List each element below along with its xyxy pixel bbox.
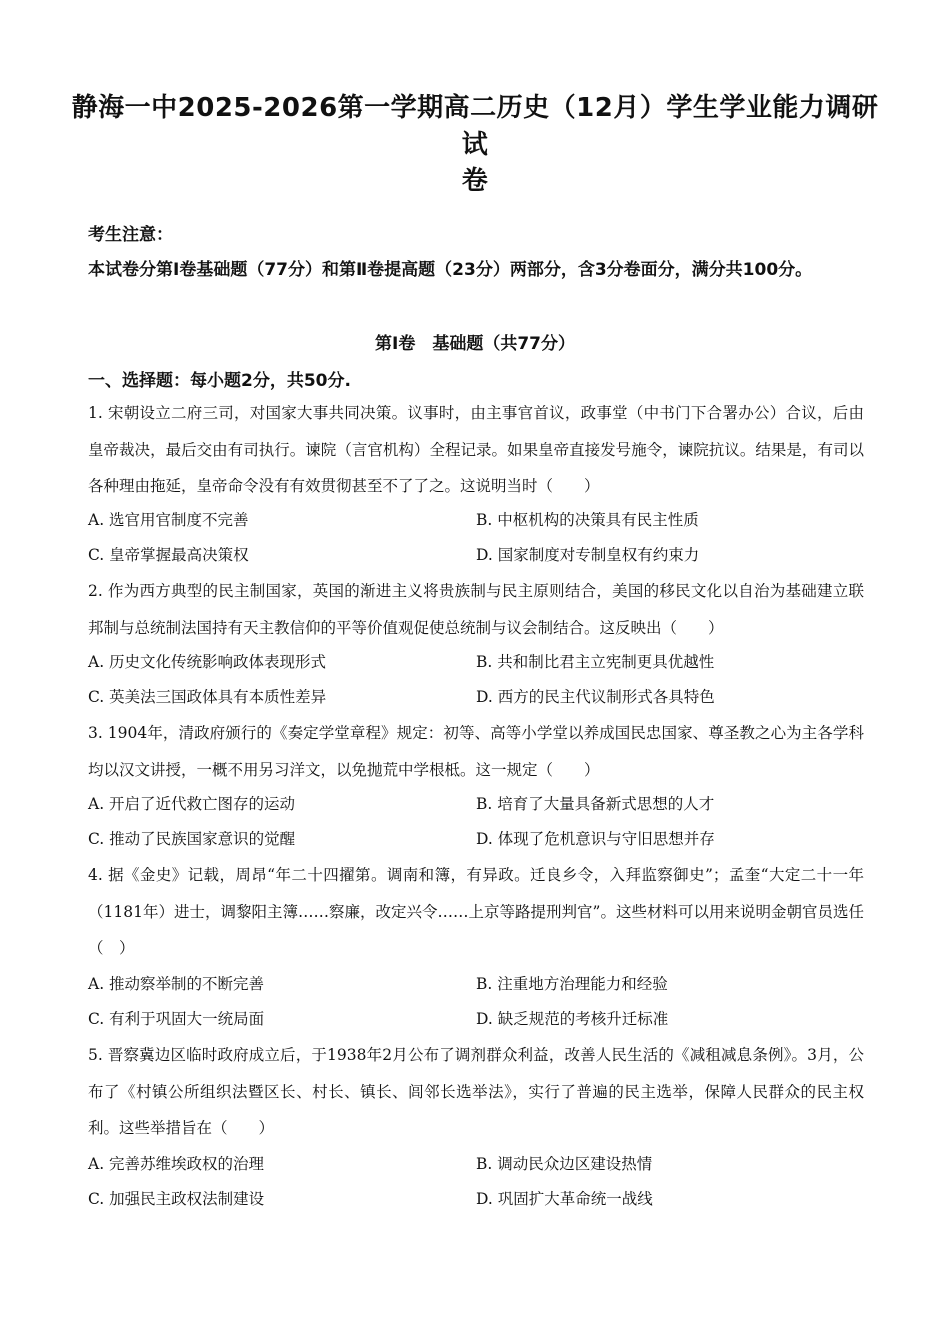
question-4-option-a: A. 推动察举制的不断完善 [88,975,265,993]
question-2-option-a: A. 历史文化传统影响政体表现形式 [88,653,327,671]
part1-title: 第Ⅰ卷 基础题（共77分） [375,334,575,354]
question-5-option-a: A. 完善苏维埃政权的治理 [88,1155,265,1173]
question-1-option-b: B. 中枢机构的决策具有民主性质 [476,511,699,529]
question-1-stem: 1. 宋朝设立二府三司，对国家大事共同决策。议事时，由主事官首议，政事堂（中书门下合署办公）合议，后由皇帝裁决，最后交由有司执行。谏院（言官机构）全程记录。如果皇帝直接发号施令，谏院抗议。结果是，有司以各种理由拖延，皇帝命令没有有效贯彻甚至不了了之。这说明当时（ ） [88,404,864,495]
question-5-option-c: C. 加强民主政权法制建设 [88,1190,265,1208]
question-2-stem: 2. 作为西方典型的民主制国家，英国的渐进主义将贵族制与民主原则结合，美国的移民文化以自治为基础建立联邦制与总统制法国持有天主教信仰的平等价值观促使总统制与议会制结合。这反映出（ ） [88,582,864,637]
exam-title-line1: 静海一中2025-2026第一学期高二历史（12月）学生学业能力调研试 [71,93,879,160]
question-1-option-d: D. 国家制度对专制皇权有约束力 [476,546,700,564]
question-3-option-a: A. 开启了近代救亡图存的运动 [88,795,296,813]
question-3-stem: 3. 1904年，清政府颁行的《奏定学堂章程》规定：初等、高等小学堂以养成国民忠国家、尊圣教之心为主各学科均以汉文讲授，一概不用另习洋文，以免抛荒中学根柢。这一规定（ ） [88,724,864,779]
question-5-option-b: B. 调动民众边区建设热情 [476,1155,653,1173]
question-1-option-a: A. 选官用官制度不完善 [88,511,249,529]
exam-title-line2: 卷 [461,166,489,196]
question-4-option-d: D. 缺乏规范的考核升迁标准 [476,1010,669,1028]
question-2-option-d: D. 西方的民主代议制形式各具特色 [476,688,715,706]
question-5-stem: 5. 晋察冀边区临时政府成立后，于1938年2月公布了调剂群众利益，改善人民生活的《减租减息条例》。3月，公布了《村镇公所组织法暨区长、村长、镇长、闾邻长选举法》，实行了普遍的民主选举，保障人民群众的民主权利。这些举措旨在（ ） [88,1046,864,1137]
question-3-option-d: D. 体现了危机意识与守旧思想并存 [476,830,715,848]
question-1-option-c: C. 皇帝掌握最高决策权 [88,546,249,564]
question-3-option-c: C. 推动了民族国家意识的觉醒 [88,830,296,848]
question-4-option-c: C. 有利于巩固大一统局面 [88,1010,265,1028]
question-2-option-b: B. 共和制比君主立宪制更具优越性 [476,653,715,671]
notice-text: 本试卷分第Ⅰ卷基础题（77分）和第Ⅱ卷提高题（23分）两部分，含3分卷面分，满分共100分。 [88,260,813,280]
question-2-option-c: C. 英美法三国政体具有本质性差异 [88,688,327,706]
question-3-option-b: B. 培育了大量具备新式思想的人才 [476,795,715,813]
notice-heading: 考生注意： [88,225,173,245]
section1-title: 一、选择题：每小题2分，共50分. [88,371,351,391]
question-5-option-d: D. 巩固扩大革命统一战线 [476,1190,653,1208]
question-4-stem: 4. 据《金史》记载，周昂“年二十四擢第。调南和簿，有异政。迁良乡令，入拜监察御史”；孟奎“大定二十一年（1181年）进士，调黎阳主簿……察廉，改定兴令……上京等路提刑判官”。这些材料可以用来说明金朝官员选任（ ） [88,866,864,957]
question-4-option-b: B. 注重地方治理能力和经验 [476,975,668,993]
